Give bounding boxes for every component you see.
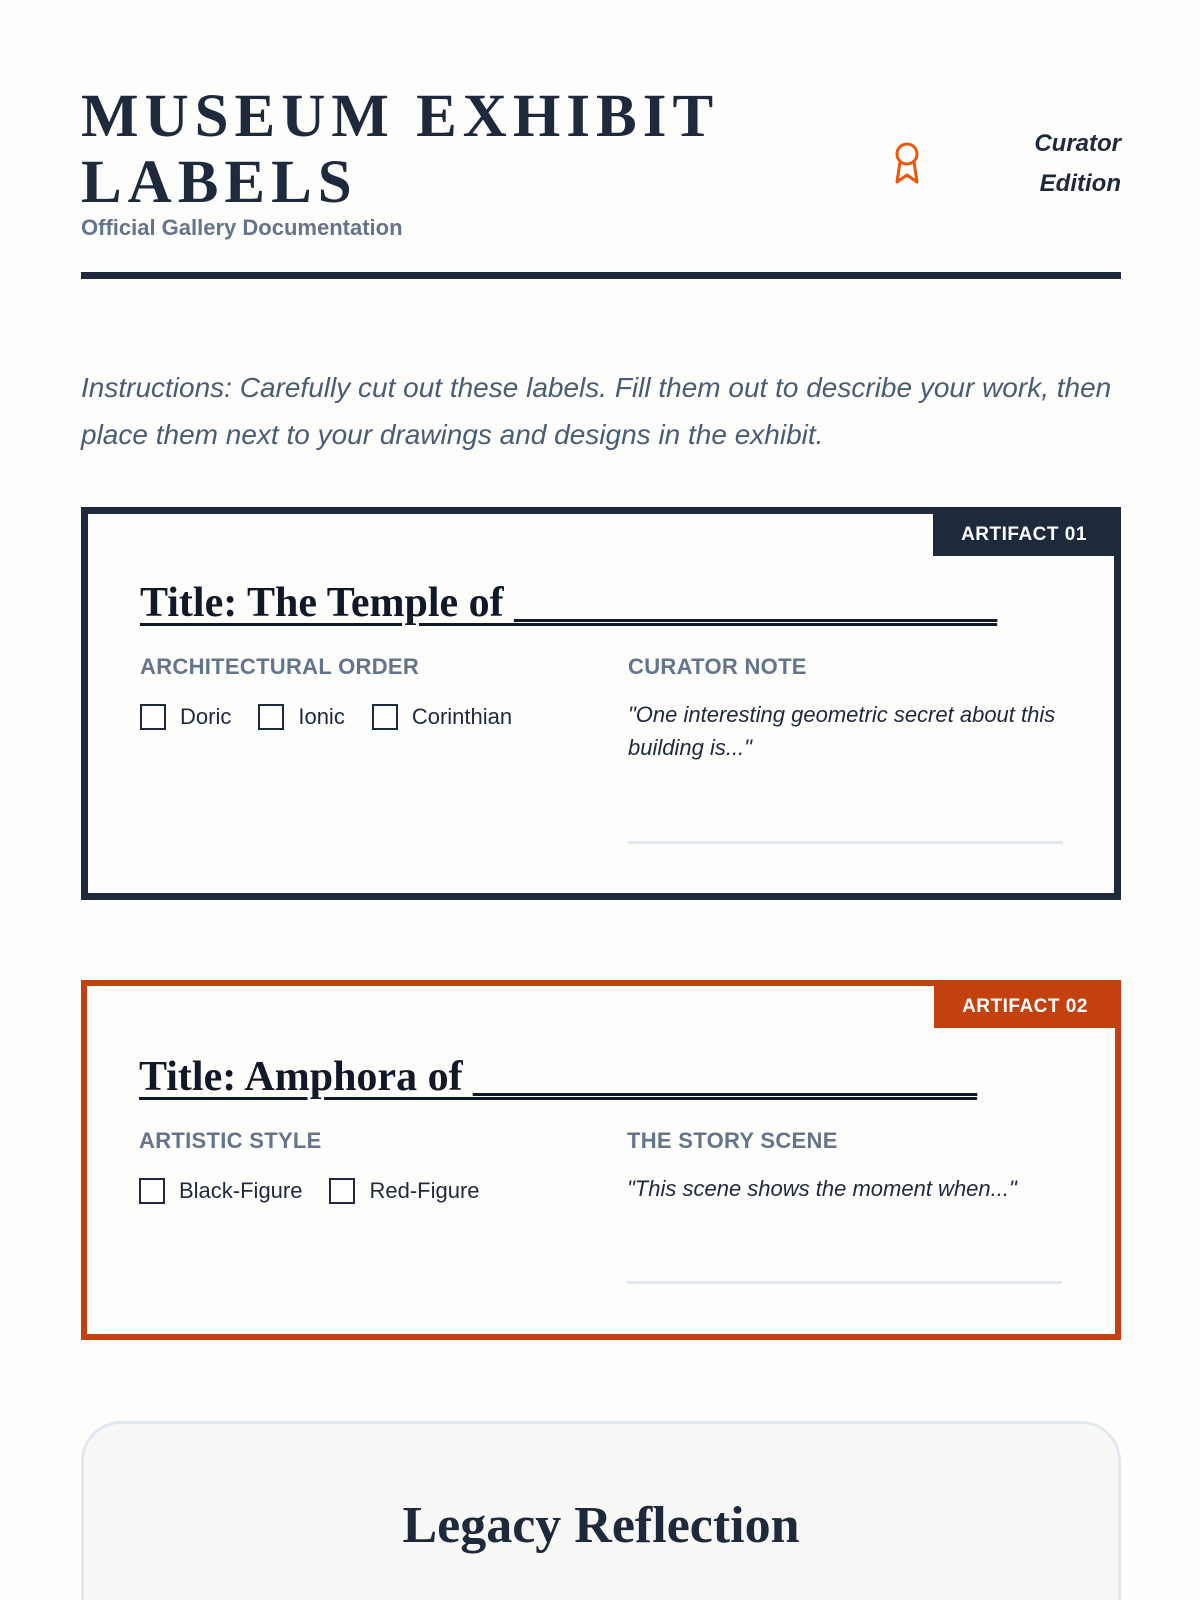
page-header: [81, 84, 1121, 279]
checkbox[interactable]: [329, 1178, 355, 1204]
option-label: Red-Figure: [369, 1178, 480, 1203]
header-divider: [81, 272, 1121, 279]
exhibit-label-card-1: [81, 507, 1121, 900]
option-label: Ionic: [298, 704, 345, 729]
checkbox[interactable]: [140, 704, 166, 730]
option-label: Doric: [180, 704, 232, 729]
curator-note-label: CURATOR NOTE: [628, 654, 807, 679]
card-title[interactable]: Title: Amphora of ________________________: [139, 1054, 978, 1100]
award-ribbon-icon: [893, 141, 921, 187]
architectural-order-options: [140, 704, 539, 730]
option-label: Corinthian: [411, 704, 513, 729]
card-title[interactable]: Title: The Temple of _______________________: [140, 580, 998, 626]
story-scene-label: THE STORY SCENE: [627, 1128, 838, 1153]
artifact-tag: ARTIFACT 01: [933, 513, 1115, 556]
option-doric[interactable]: [140, 704, 231, 730]
option-label: Black-Figure: [179, 1178, 303, 1203]
curator-note-prompt: "One interesting geometric secret about this building is...": [628, 702, 1056, 760]
answer-line[interactable]: [628, 841, 1063, 844]
artistic-style-label: ARTISTIC STYLE: [139, 1128, 322, 1153]
artistic-style-options: [139, 1178, 507, 1204]
option-black-figure[interactable]: [139, 1178, 302, 1204]
story-scene-prompt: "This scene shows the moment when...": [627, 1176, 1017, 1201]
architectural-order-label: ARCHITECTURAL ORDER: [140, 654, 420, 679]
edition-label: [1034, 124, 1121, 204]
option-corinthian[interactable]: [372, 704, 512, 730]
option-ionic[interactable]: [258, 704, 344, 730]
checkbox[interactable]: [139, 1178, 165, 1204]
page-title: MUSEUM EXHIBIT LABELS: [81, 83, 719, 216]
instructions-text: Instructions: Carefully cut out these labels. Fill them out to describe your work, then place them next to your drawings and designs in the exhibit.: [81, 372, 1112, 450]
answer-line[interactable]: [627, 1281, 1062, 1284]
checkbox[interactable]: [372, 704, 398, 730]
legacy-reflection-panel: [81, 1421, 1121, 1600]
edition-line-2: Edition: [1039, 170, 1121, 197]
checkbox[interactable]: [258, 704, 284, 730]
legacy-reflection-title: Legacy Reflection: [402, 1497, 800, 1554]
edition-line-1: Curator: [1034, 130, 1121, 157]
option-red-figure[interactable]: [329, 1178, 479, 1204]
page-subtitle: Official Gallery Documentation: [81, 215, 403, 240]
exhibit-label-card-2: [81, 980, 1121, 1340]
artifact-tag: ARTIFACT 02: [934, 985, 1116, 1028]
